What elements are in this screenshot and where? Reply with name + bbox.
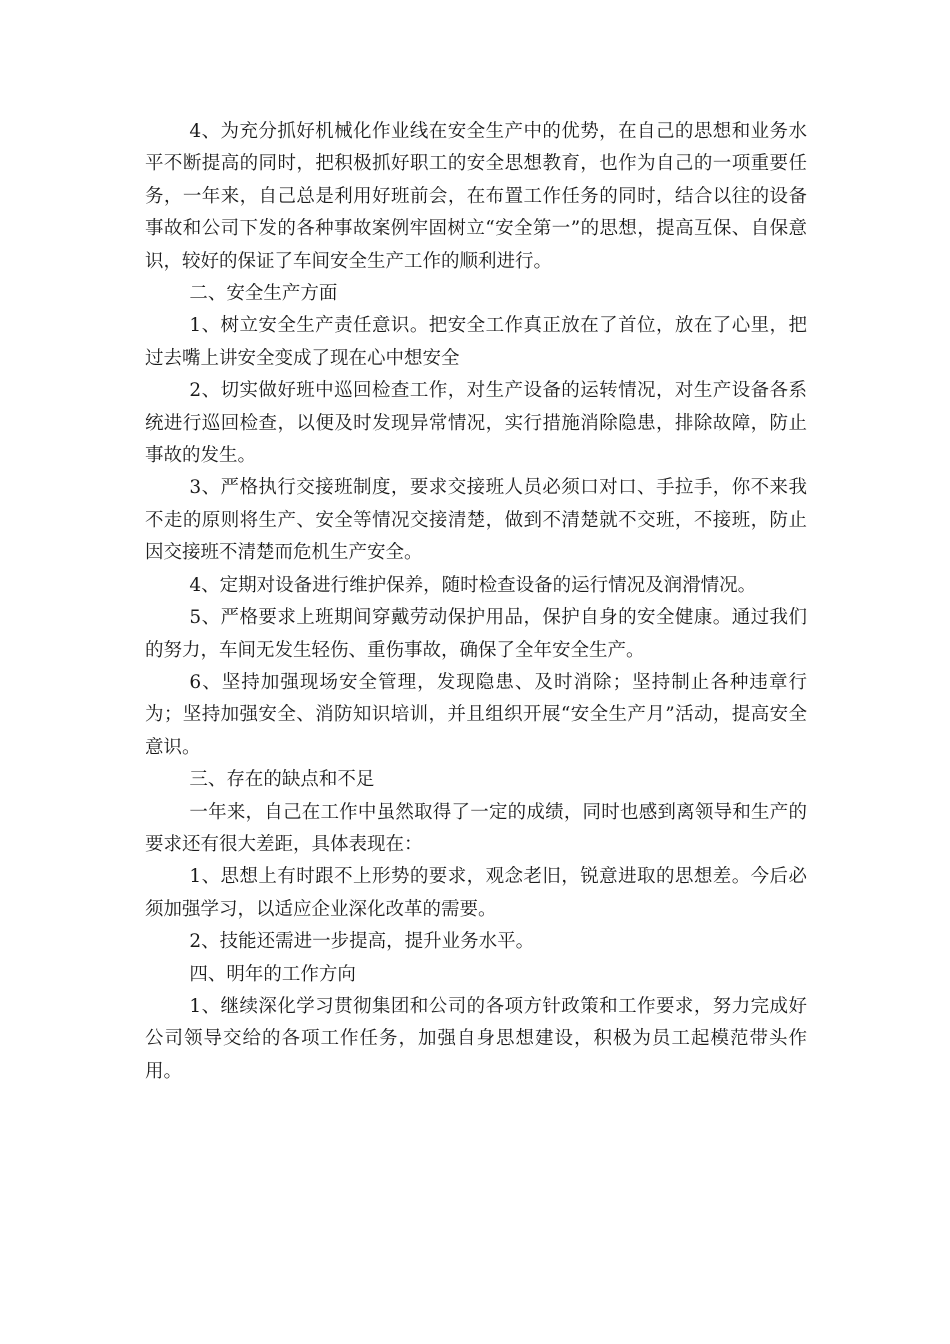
paragraph: 一年来，自己在工作中虽然取得了一定的成绩，同时也感到离领导和生产的要求还有很大差距，具体表现在：	[145, 801, 807, 855]
paragraph: 2、技能还需进一步提高，提升业务水平。	[189, 931, 535, 953]
section-heading: 二、安全生产方面	[189, 283, 338, 305]
paragraph: 6、坚持加强现场安全管理，发现隐患、及时消除；坚持制止各种违章行为；坚持加强安全、消防知识培训，并且组织开展“安全生产月”活动，提高安全意识。	[145, 671, 807, 758]
document-body	[145, 116, 807, 1088]
paragraph: 5、严格要求上班期间穿戴劳动保护用品，保护自身的安全健康。通过我们的努力，车间无发生轻伤、重伤事故，确保了全年安全生产。	[145, 607, 807, 661]
section-heading: 四、明年的工作方向	[189, 963, 356, 985]
paragraph: 4、为充分抓好机械化作业线在安全生产中的优势，在自己的思想和业务水平不断提高的同时，把积极抓好职工的安全思想教育，也作为自己的一项重要任务，一年来，自己总是利用好班前会，在布置工作任务的同时，结合以往的设备事故和公司下发的各种事故案例牢固树立“安全第一”的思想，提高互保、自保意识，较好的保证了车间安全生产工作的顺利进行。	[145, 121, 807, 272]
paragraph: 1、树立安全生产责任意识。把安全工作真正放在了首位，放在了心里，把过去嘴上讲安全变成了现在心中想安全	[145, 315, 807, 369]
section-heading: 三、存在的缺点和不足	[189, 769, 375, 791]
paragraph: 2、切实做好班中巡回检查工作，对生产设备的运转情况，对生产设备各系统进行巡回检查，以便及时发现异常情况，实行措施消除隐患，排除故障，防止事故的发生。	[145, 380, 807, 467]
paragraph: 3、严格执行交接班制度，要求交接班人员必须口对口、手拉手，你不来我不走的原则将生产、安全等情况交接清楚，做到不清楚就不交班，不接班，防止因交接班不清楚而危机生产安全。	[145, 477, 807, 564]
paragraph: 4、定期对设备进行维护保养，随时检查设备的运行情况及润滑情况。	[189, 574, 757, 596]
paragraph: 1、思想上有时跟不上形势的要求，观念老旧，锐意进取的思想差。今后必须加强学习，以适应企业深化改革的需要。	[145, 866, 807, 920]
paragraph: 1、继续深化学习贯彻集团和公司的各项方针政策和工作要求，努力完成好公司领导交给的各项工作任务，加强自身思想建设，积极为员工起模范带头作用。	[145, 995, 807, 1082]
